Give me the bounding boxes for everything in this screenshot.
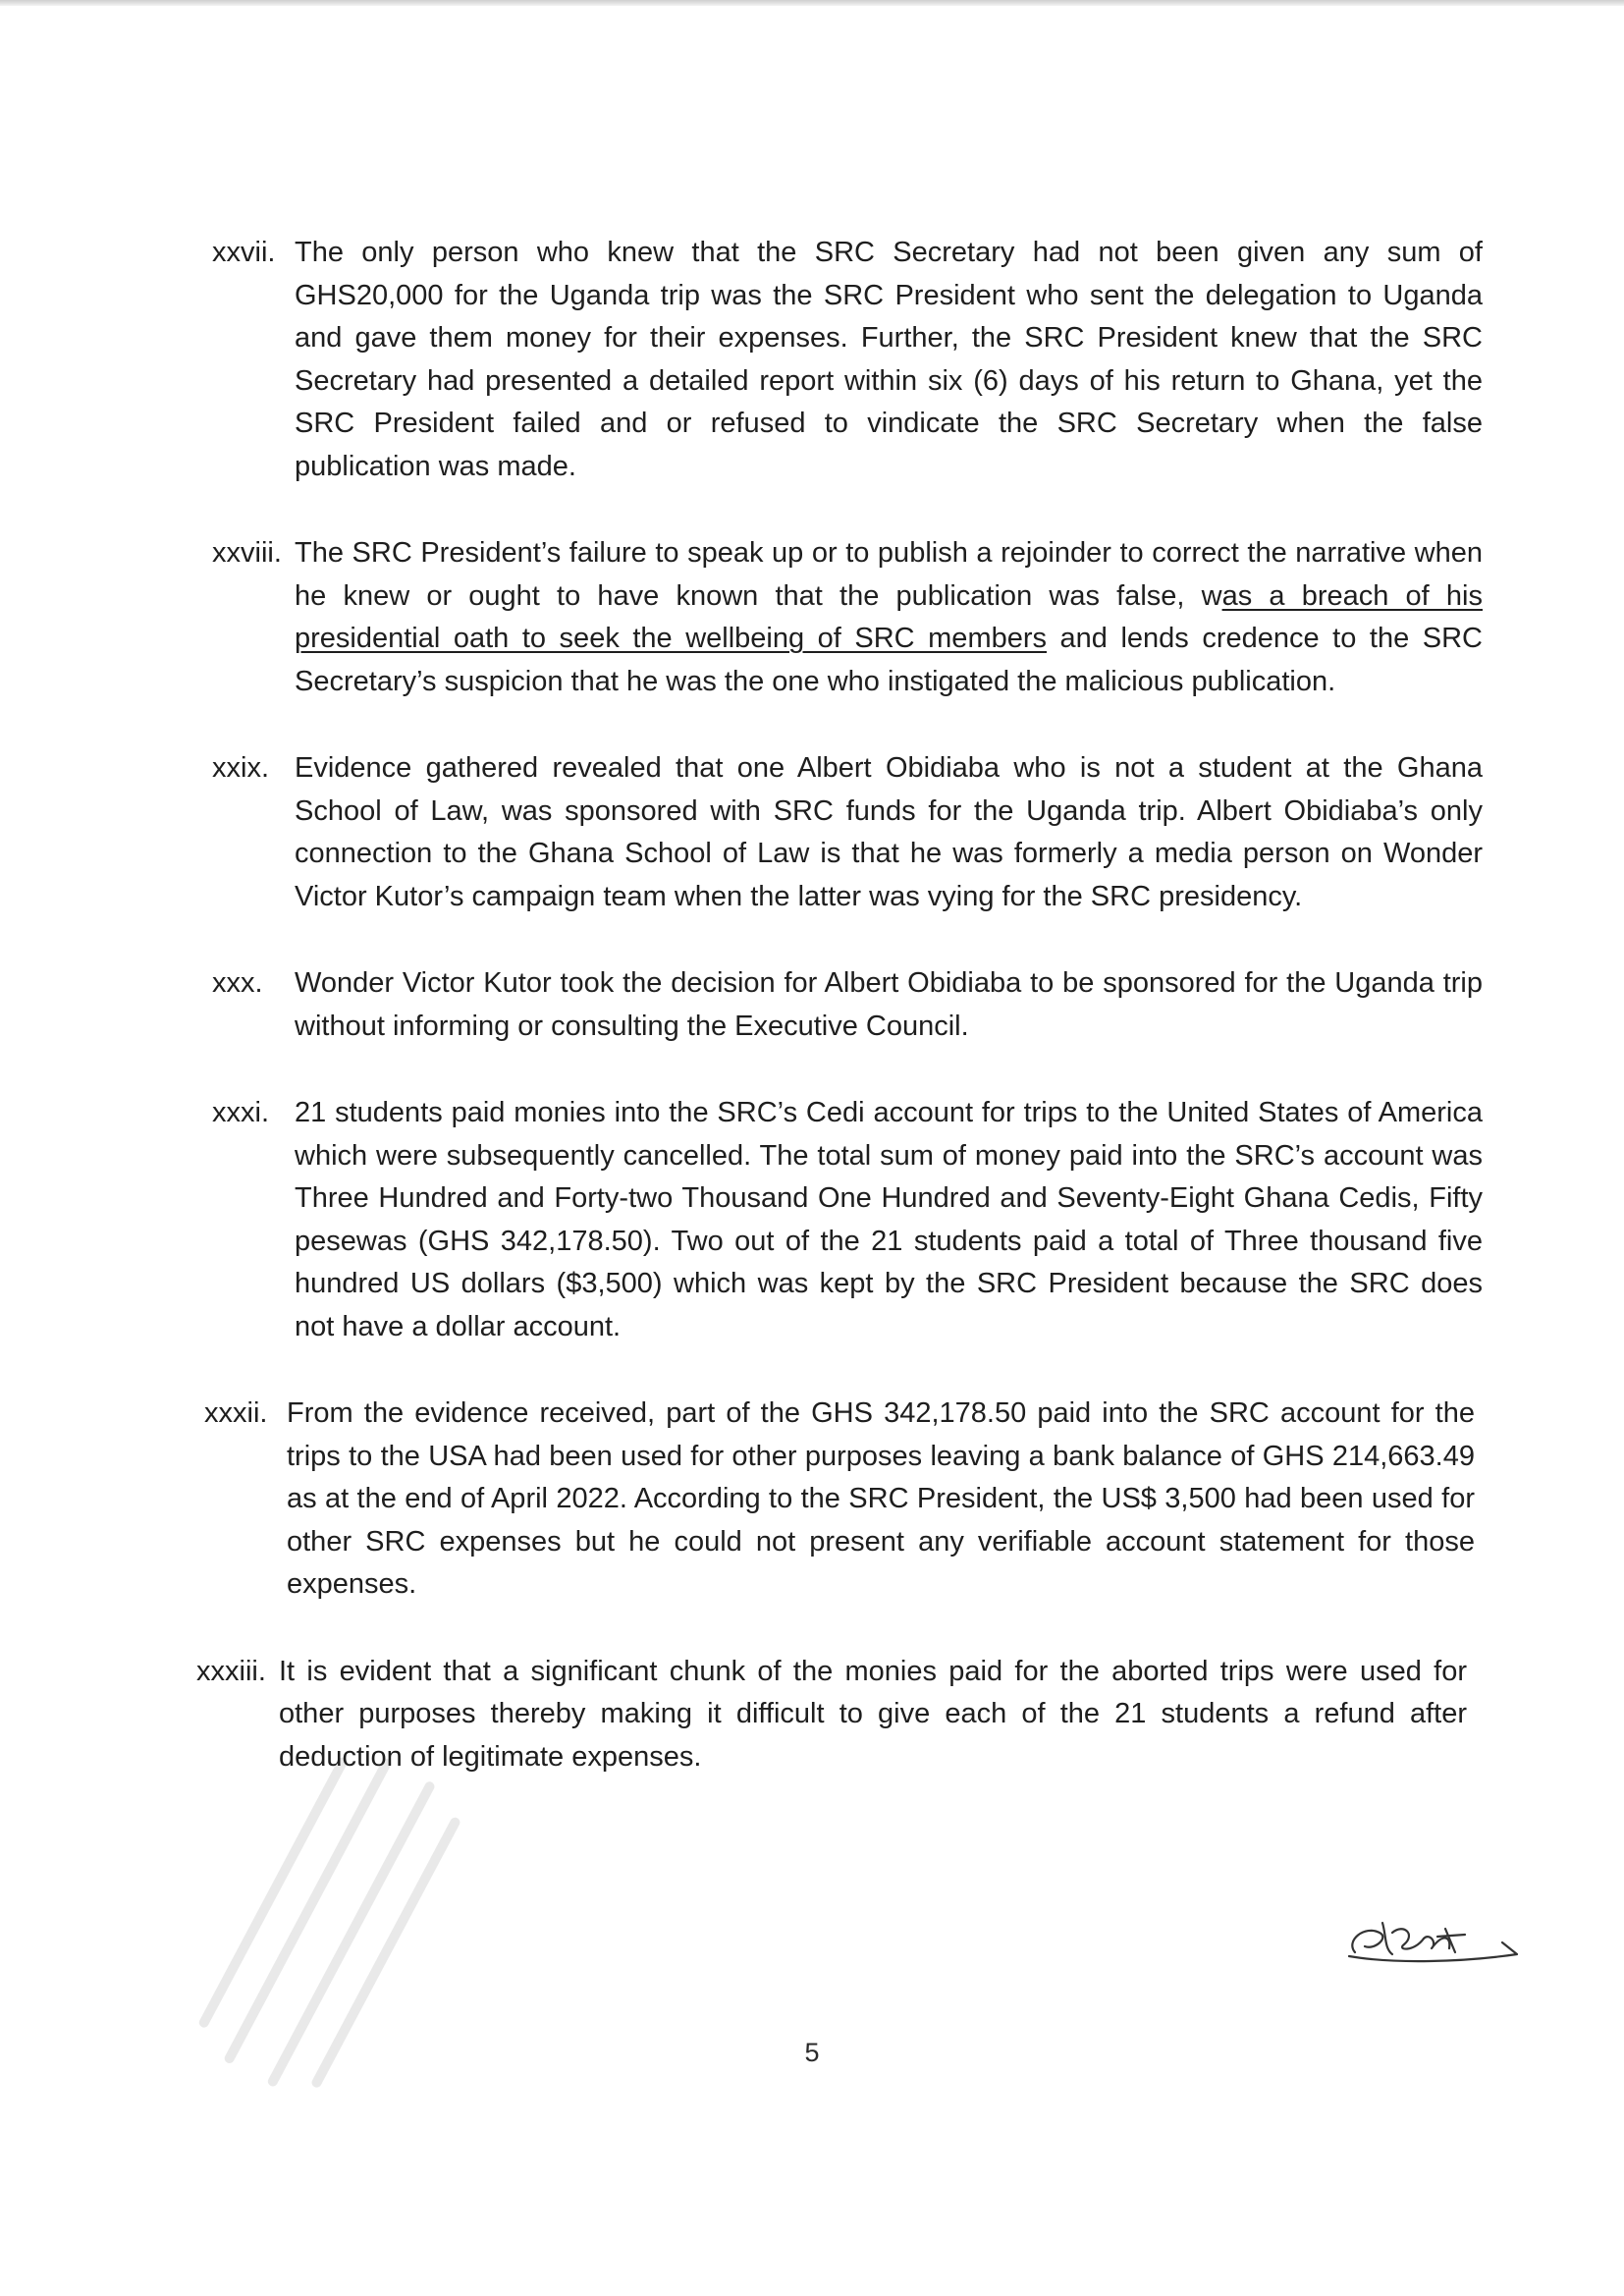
item-text: The only person who knew that the SRC Secretary had not been given any sum of GHS20,000 for the Uganda trip was the SRC President who sent the delegation to Uganda and gave them money for their expenses. Further, the SRC President knew that the SRC Secretary had presented a detailed report within six (6) days of his return to Ghana, yet the SRC President failed and or refused to vindicate the SRC Secretary when the false publication was made. (295, 237, 1483, 482)
item-numeral: xxix. (212, 752, 269, 784)
item-text: Evidence gathered revealed that one Albert Obidiaba who is not a student at the Ghana School of Law, was sponsored with SRC funds for the Uganda trip. Albert Obidiaba’s only connection to the Ghana School of Law is that he was formerly a media person on Wonder Victor Kutor’s campaign team when the latter was vying for the SRC presidency. (295, 752, 1483, 912)
item-numeral: xxx. (212, 967, 263, 999)
item-text: Wonder Victor Kutor took the decision for Albert Obidiaba to be sponsored for the Uganda trip without informing or consulting the Executive Council. (295, 967, 1483, 1042)
list-item-xxvii (196, 232, 1483, 488)
handwritten-signature (1335, 1903, 1532, 1972)
item-numeral: xxviii. (212, 537, 282, 569)
scan-top-edge (0, 0, 1624, 6)
list-item-xxxiii (181, 1651, 1467, 1779)
list-item-xxxii (189, 1393, 1475, 1607)
document-body (196, 232, 1483, 1823)
list-item-xxxi (196, 1092, 1483, 1348)
item-text-after: and lends credence to the SRC Secretary’s suspicion that he was the one who instigated the malicious publication. (295, 623, 1483, 697)
item-text-underlined: as a breach of his presidential oath to seek the wellbeing of SRC members (295, 579, 1483, 654)
item-numeral: xxxiii. (196, 1655, 266, 1687)
list-item-xxviii (196, 532, 1483, 703)
item-numeral: xxxi. (212, 1097, 269, 1128)
item-numeral: xxvii. (212, 237, 276, 268)
list-item-xxix (196, 747, 1483, 918)
list-item-xxx (196, 962, 1483, 1048)
item-text: It is evident that a significant chunk of the monies paid for the aborted trips were used for other purposes thereby making it difficult to give each of the 21 students a refund after deduction of legitimate expenses. (279, 1655, 1467, 1773)
item-numeral: xxxii. (204, 1397, 268, 1429)
page-number: 5 (804, 2038, 820, 2067)
item-text: 21 students paid monies into the SRC’s Cedi account for trips to the United States of America which were subsequently cancelled. The total sum of money paid into the SRC’s account was Three Hundred and Forty-two Thousand One Hundred and Seventy-Eight Ghana Cedis, Fifty pesewas (GHS 342,178.50). Two out of the 21 students paid a total of Three thousand five hundred US dollars ($3,500) which was kept by the SRC President because the SRC does not have a dollar account. (295, 1097, 1483, 1342)
item-text-before: The SRC President’s failure to speak up or to publish a rejoinder to correct the narrative when he knew or ought to have known that the publication was false, w (295, 537, 1483, 612)
item-text: From the evidence received, part of the GHS 342,178.50 paid into the SRC account for the trips to the USA had been used for other purposes leaving a bank balance of GHS 214,663.49 as at the end of April 2022. According to the SRC President, the US$ 3,500 had been used for other SRC expenses but he could not present any verifiable account statement for those expenses. (287, 1397, 1475, 1600)
